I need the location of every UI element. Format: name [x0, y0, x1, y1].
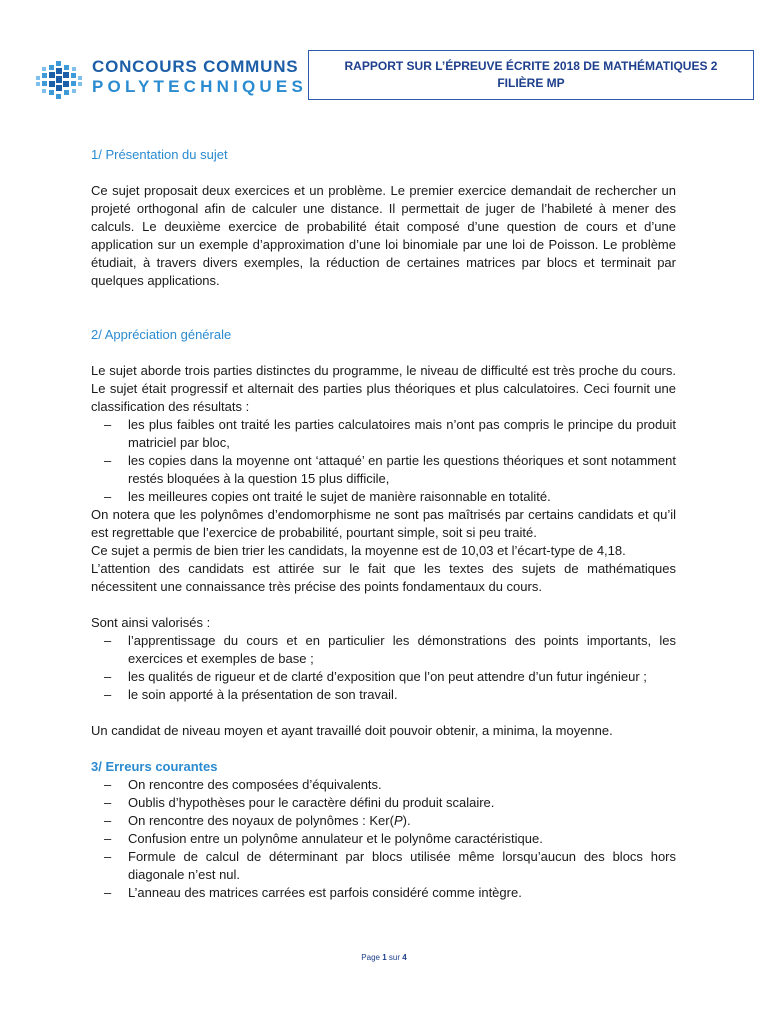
- section2-para3: Ce sujet a permis de bien trier les candidats, la moyenne est de 10,03 et l’écart-type de 4,18.: [91, 543, 626, 558]
- section2-heading: 2/ Appréciation générale: [91, 327, 232, 342]
- list-item: – Oublis d’hypothèses pour le caractère défini du produit scalaire.: [128, 794, 676, 812]
- list-item: – L’anneau des matrices carrées est parfois considéré comme intègre.: [128, 884, 676, 902]
- valorises-label: Sont ainsi valorisés :: [91, 615, 211, 630]
- section2-para2: On notera que les polynômes d’endomorphisme ne sont pas maîtrisés par certains candidats et qu’il est regrettable que l’exercice de probabilité, pourtant simple, soit si peu traité.: [91, 507, 676, 540]
- section2-intro: Le sujet aborde trois parties distinctes du programme, le niveau de difficulté est très proche du cours. Le sujet était progressif et alternait des parties plus théoriques et plus calculatoires. Ceci fournit une classification des résultats :: [91, 363, 676, 414]
- list-item: – Formule de calcul de déterminant par blocs utilisée même lorsqu’aucun des blocs hors diagonale n’est nul.: [128, 848, 676, 884]
- list-item: – les qualités de rigueur et de clarté d’exposition que l’on peut attendre d’un futur ingénieur ;: [128, 668, 676, 686]
- report-body: [91, 146, 676, 902]
- report-title-box: [308, 50, 754, 100]
- section2-para4: L’attention des candidats est attirée sur le fait que les textes des sujets de mathématiques nécessitent une connaissance très précise des points fondamentaux du cours.: [91, 561, 676, 594]
- page-number: 1: [382, 953, 387, 962]
- list-item: – On rencontre des noyaux de polynômes : Ker(P).: [128, 812, 676, 830]
- section1-paragraph: Ce sujet proposait deux exercices et un problème. Le premier exercice demandait de rechercher un projeté orthogonal afin de calculer une distance. Il permettait de juger de l’habileté à mener des calculs. Le deuxième exercice de probabilité était composé d’une question de cours et d’une application sur un exemple d’approximation d’une loi binomiale par une loi de Poisson. Le problème étudiait, à travers divers exemples, la réduction de certaines matrices par blocs et terminait par quelques applications.: [91, 183, 676, 288]
- logo-text: CONCOURS COMMUNS POLYTECHNIQUES: [92, 57, 307, 96]
- list-item: – les copies dans la moyenne ont ‘attaqué’ en partie les questions théoriques et sont notamment restés bloquées à la question 15 plus difficile,: [128, 452, 676, 488]
- page-total: 4: [402, 953, 407, 962]
- section3-heading: 3/ Erreurs courantes: [91, 759, 218, 774]
- section2-closing: Un candidat de niveau moyen et ayant travaillé doit pouvoir obtenir, a minima, la moyenne.: [91, 723, 613, 738]
- list-item: – les meilleures copies ont traité le sujet de manière raisonnable en totalité.: [128, 488, 676, 506]
- list-item: – les plus faibles ont traité les parties calculatoires mais n’ont pas compris le principe du produit matriciel par bloc,: [128, 416, 676, 452]
- logo: [34, 57, 307, 101]
- logo-globe-icon: [34, 59, 84, 101]
- report-title-line1: RAPPORT SUR L’ÉPREUVE ÉCRITE 2018 DE MATHÉMATIQUES 2: [344, 59, 718, 73]
- list-item: – Confusion entre un polynôme annulateur et le polynôme caractéristique.: [128, 830, 676, 848]
- valorises-list: [91, 632, 676, 704]
- list-item: – le soin apporté à la présentation de son travail.: [128, 686, 676, 704]
- list-item: – On rencontre des composées d’équivalents.: [128, 776, 676, 794]
- report-title-line2: FILIÈRE MP: [497, 76, 565, 90]
- results-list: [91, 416, 676, 506]
- list-item: – l’apprentissage du cours et en particulier les démonstrations des points importants, les exercices et exemples de base ;: [128, 632, 676, 668]
- section1-heading: 1/ Présentation du sujet: [91, 147, 228, 162]
- errors-list: [91, 776, 676, 902]
- page-footer: Page 1 sur 4: [361, 953, 407, 962]
